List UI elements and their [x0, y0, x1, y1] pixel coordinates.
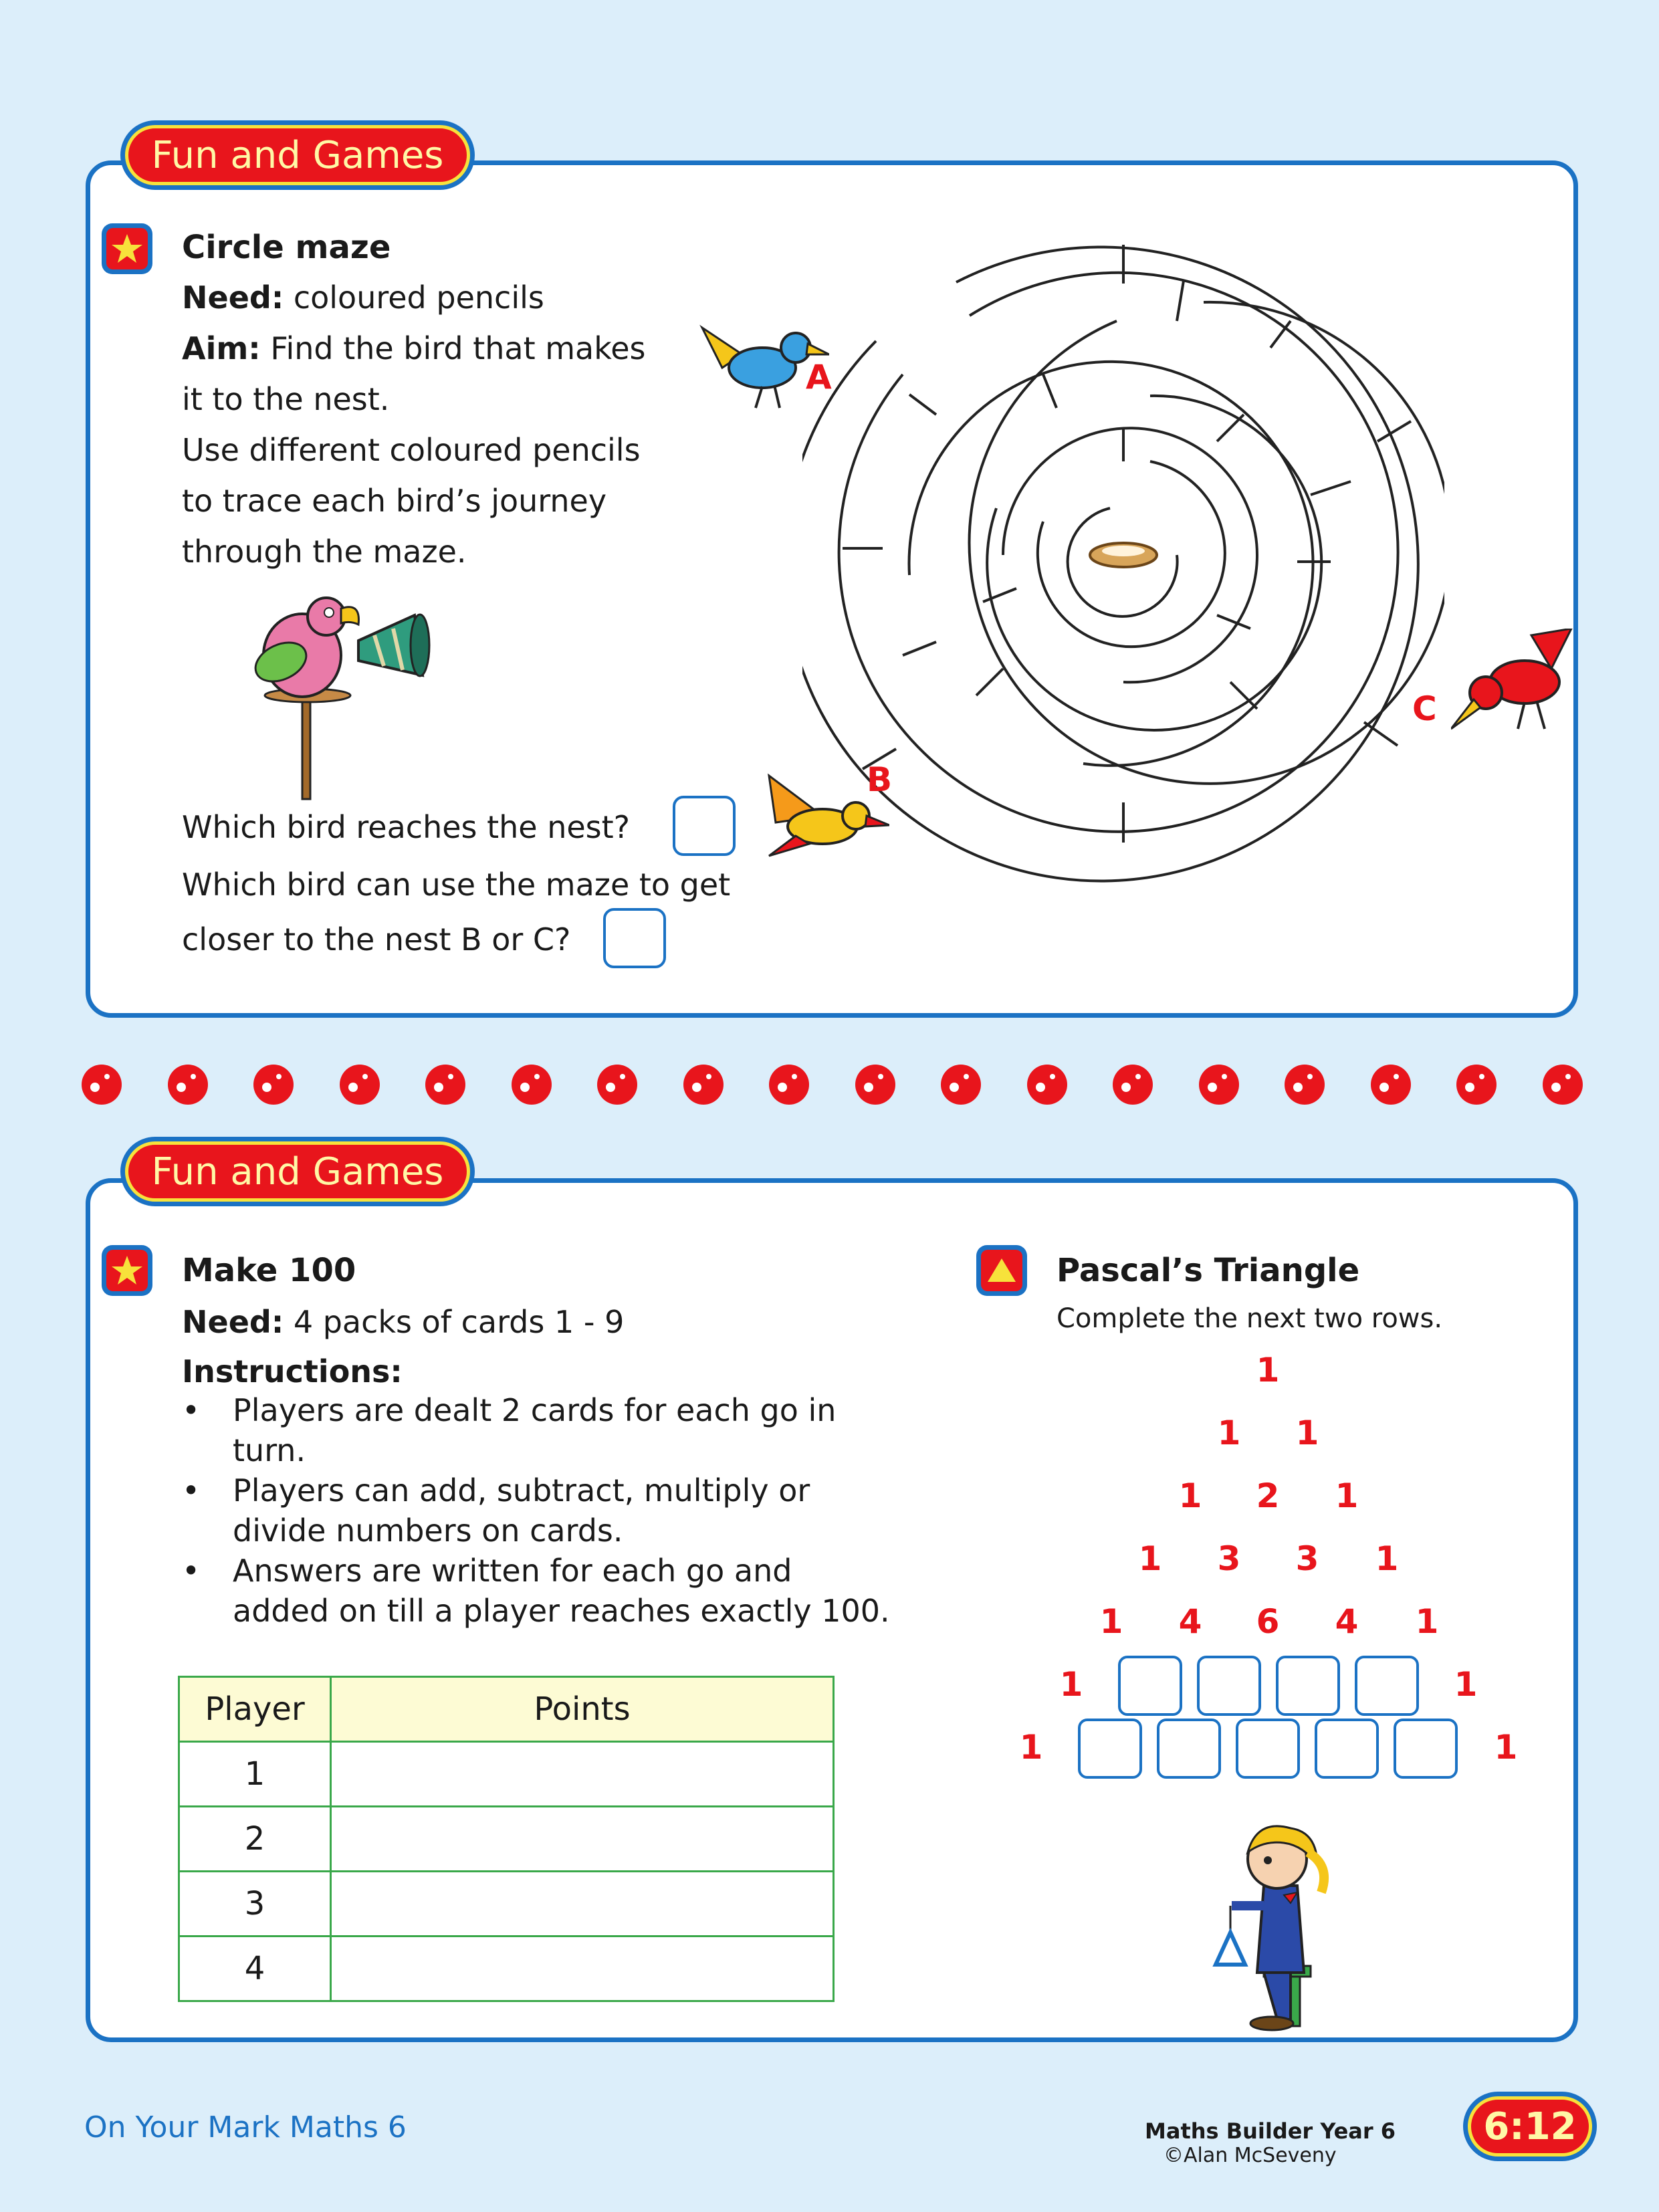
pascal-number: 4 [1335, 1602, 1359, 1641]
red-dot-icon [682, 1063, 725, 1106]
pascal-number: 1 [1375, 1539, 1399, 1578]
red-dot-icon [1111, 1063, 1154, 1106]
pascal-number: 1 [1335, 1476, 1359, 1515]
girl-with-triangle-illustration [1190, 1805, 1364, 2033]
bullet-2-line-2: divide numbers on cards. [233, 1513, 623, 1549]
table-row [179, 1872, 834, 1937]
points-cell[interactable] [331, 1807, 834, 1872]
bullet-3-icon: • [182, 1553, 201, 1589]
page-number: 6:12 [1468, 2096, 1592, 2156]
question-2-line-1: Which bird can use the maze to get [182, 867, 731, 903]
points-cell[interactable] [331, 1742, 834, 1807]
question-2-line-2: closer to the nest B or C? [182, 921, 571, 958]
star-badge-icon-2 [102, 1245, 152, 1296]
red-dot-icon [939, 1063, 982, 1106]
pascal-answer-box[interactable] [1355, 1656, 1419, 1716]
pascal-answer-box[interactable] [1118, 1656, 1182, 1716]
bullet-3-line-2: added on till a player reaches exactly 100. [233, 1593, 890, 1629]
maze-need-line [182, 280, 544, 316]
player-cell: 1 [179, 1742, 331, 1807]
bullet-1-line-1: Players are dealt 2 cards for each go in [233, 1392, 837, 1428]
red-dot-icon [424, 1063, 467, 1106]
footer-series-title: On Your Mark Maths 6 [84, 2110, 407, 2144]
bird-a-label: A [806, 358, 832, 397]
red-dot-icon [167, 1063, 209, 1106]
need-value: coloured pencils [293, 280, 544, 316]
instr-line-2: to trace each bird’s journey [182, 483, 607, 519]
pascal-number: 1 [1019, 1728, 1043, 1767]
section-tab-label-2: Fun and Games [125, 1141, 470, 1202]
pascal-number: 1 [1256, 1351, 1280, 1390]
pascal-number: 3 [1217, 1539, 1241, 1578]
pascal-number: 3 [1295, 1539, 1319, 1578]
header-player: Player [179, 1677, 331, 1742]
dot-divider [0, 1063, 1659, 1106]
pascal-answer-box[interactable] [1157, 1719, 1221, 1779]
pascal-number: 1 [1099, 1602, 1123, 1641]
footer-copyright: ©Alan McSeveny [1164, 2144, 1337, 2167]
red-dot-icon [1198, 1063, 1240, 1106]
pascal-subtitle: Complete the next two rows. [1057, 1303, 1443, 1334]
pascal-number: 1 [1295, 1414, 1319, 1452]
red-dot-icon [80, 1063, 123, 1106]
table-row [179, 1807, 834, 1872]
pascal-answer-box[interactable] [1394, 1719, 1458, 1779]
make-100-need-line [182, 1304, 624, 1341]
red-dot-icon [1455, 1063, 1498, 1106]
table-row [179, 1742, 834, 1807]
score-table [178, 1676, 835, 2002]
question-1: Which bird reaches the nest? [182, 809, 631, 845]
star-badge-icon [102, 223, 152, 274]
aim-value: Find the bird that makes [270, 330, 646, 366]
pascal-number: 1 [1138, 1539, 1162, 1578]
player-cell: 2 [179, 1807, 331, 1872]
red-dot-icon [768, 1063, 810, 1106]
section-tab-label: Fun and Games [125, 125, 470, 185]
red-dot-icon [1369, 1063, 1412, 1106]
pascal-answer-box[interactable] [1276, 1656, 1340, 1716]
circle-maze [802, 241, 1444, 883]
aim-label: Aim: [182, 330, 261, 366]
pascal-number: 1 [1217, 1414, 1241, 1452]
parrot-illustration [241, 582, 455, 802]
red-dot-icon [854, 1063, 897, 1106]
pascal-answer-box[interactable] [1197, 1656, 1261, 1716]
pascal-number: 6 [1256, 1602, 1280, 1641]
pascal-answer-box[interactable] [1315, 1719, 1379, 1779]
instr-line-1: Use different coloured pencils [182, 432, 641, 468]
bird-c-label: C [1412, 689, 1437, 728]
pascal-answer-box[interactable] [1078, 1719, 1142, 1779]
need-label: Need: [182, 280, 284, 316]
red-dot-icon [510, 1063, 553, 1106]
red-dot-icon [1541, 1063, 1584, 1106]
make-100-title: Make 100 [182, 1252, 356, 1289]
bird-b-label: B [867, 760, 893, 799]
maze-aim-line [182, 330, 646, 367]
need-label-2: Need: [182, 1304, 284, 1340]
aim-line-2: it to the nest. [182, 381, 390, 417]
bullet-2-line-1: Players can add, subtract, multiply or [233, 1472, 810, 1509]
points-cell[interactable] [331, 1937, 834, 2001]
header-points: Points [331, 1677, 834, 1742]
red-dot-icon [1026, 1063, 1069, 1106]
pascal-number: 1 [1454, 1665, 1478, 1704]
pascal-number: 2 [1256, 1476, 1280, 1515]
points-cell[interactable] [331, 1872, 834, 1937]
section-tab-fun-and-games [120, 120, 475, 190]
table-row [179, 1937, 834, 2001]
need-value-2: 4 packs of cards 1 - 9 [293, 1304, 625, 1340]
pascal-answer-box[interactable] [1236, 1719, 1300, 1779]
answer-box-1[interactable] [673, 796, 736, 856]
pascal-number: 1 [1415, 1602, 1439, 1641]
red-dot-icon [338, 1063, 381, 1106]
pascal-number: 1 [1494, 1728, 1518, 1767]
pascal-number: 4 [1178, 1602, 1202, 1641]
pascal-title: Pascal’s Triangle [1057, 1252, 1360, 1289]
bullet-2-icon: • [182, 1472, 201, 1509]
footer-book-title: Maths Builder Year 6 [1145, 2118, 1396, 2144]
red-dot-icon [1283, 1063, 1326, 1106]
maze-title: Circle maze [182, 229, 391, 266]
player-cell: 4 [179, 1937, 331, 2001]
page-number-badge [1463, 2092, 1597, 2161]
instr-line-3: through the maze. [182, 534, 467, 570]
answer-box-2[interactable] [603, 908, 666, 968]
instructions-label: Instructions: [182, 1353, 403, 1390]
pascal-number: 1 [1178, 1476, 1202, 1515]
bullet-1-line-2: turn. [233, 1432, 306, 1468]
bullet-1-icon: • [182, 1392, 201, 1428]
section-tab-fun-and-games-2 [120, 1137, 475, 1206]
bullet-3-line-1: Answers are written for each go and [233, 1553, 792, 1589]
pascal-number: 1 [1059, 1665, 1083, 1704]
red-dot-icon [252, 1063, 295, 1106]
red-bird-c-icon [1451, 629, 1578, 742]
table-header-row [179, 1677, 834, 1742]
player-cell: 3 [179, 1872, 331, 1937]
triangle-badge-icon [976, 1245, 1027, 1296]
red-dot-icon [596, 1063, 639, 1106]
